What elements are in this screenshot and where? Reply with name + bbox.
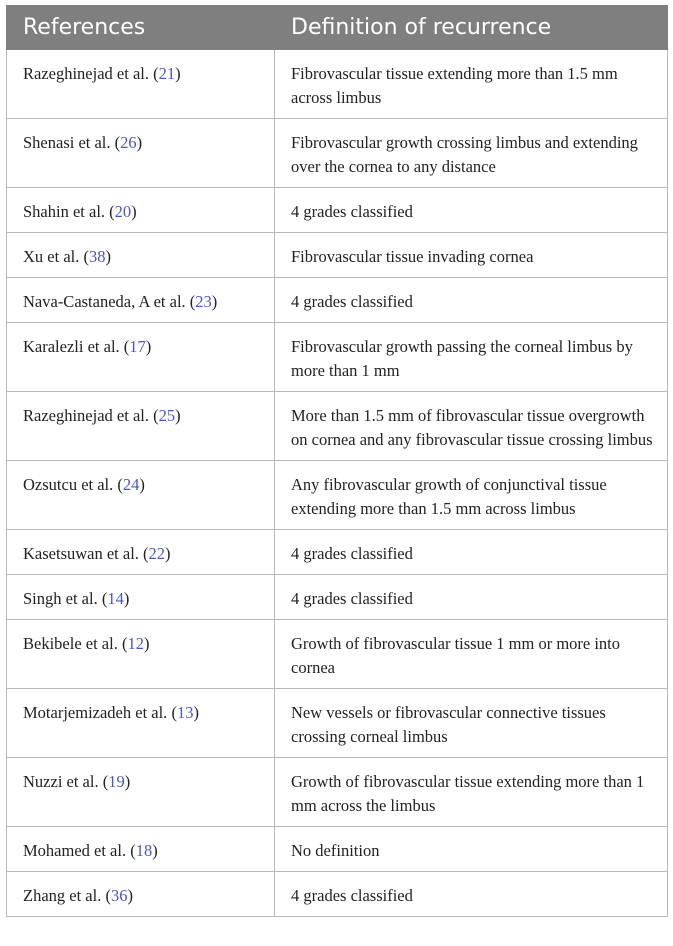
reference-author: Zhang et al. (23, 886, 102, 905)
citation-link[interactable]: 38 (88, 247, 106, 266)
definition-cell: 4 grades classified (275, 872, 668, 917)
table-row (7, 689, 668, 758)
reference-author: Nava-Castaneda, A et al. (23, 292, 186, 311)
citation-link[interactable]: 13 (176, 703, 194, 722)
table-row (7, 530, 668, 575)
definition-cell: Growth of fibrovascular tissue 1 mm or more into cornea (275, 620, 668, 689)
table-row (7, 620, 668, 689)
definition-cell: 4 grades classified (275, 278, 668, 323)
citation-link[interactable]: 25 (158, 406, 176, 425)
citation-link[interactable]: 21 (158, 64, 176, 83)
reference-cell: Nava-Castaneda, A et al. (23) (7, 278, 275, 323)
table-row (7, 392, 668, 461)
reference-author: Shahin et al. (23, 202, 106, 221)
header-row (7, 6, 668, 50)
citation-link[interactable]: 23 (195, 292, 212, 311)
citation-link[interactable]: 17 (129, 337, 146, 356)
reference-cell: Shenasi et al. (26) (7, 119, 275, 188)
citation-link[interactable]: 18 (135, 841, 153, 860)
reference-cell: Zhang et al. (36) (7, 872, 275, 917)
reference-author: Bekibele et al. (23, 634, 118, 653)
reference-cell: Mohamed et al. (18) (7, 827, 275, 872)
reference-author: Kasetsuwan et al. (23, 544, 139, 563)
definition-cell: Fibrovascular tissue invading cornea (275, 233, 668, 278)
definition-cell: New vessels or fibrovascular connective tissues crossing corneal limbus (275, 689, 668, 758)
definition-cell: Any fibrovascular growth of conjunctival tissue extending more than 1.5 mm across limbus (275, 461, 668, 530)
reference-cell: Razeghinejad et al. (21) (7, 50, 275, 119)
definition-cell: Fibrovascular tissue extending more than 1.5 mm across limbus (275, 50, 668, 119)
table-row (7, 827, 668, 872)
table-row (7, 278, 668, 323)
definition-cell: Fibrovascular growth passing the corneal limbus by more than 1 mm (275, 323, 668, 392)
header-references: References (7, 6, 275, 50)
table-row (7, 233, 668, 278)
citation-link[interactable]: 19 (108, 772, 125, 791)
reference-author: Singh et al. (23, 589, 98, 608)
table-header (7, 6, 668, 50)
definition-cell: No definition (275, 827, 668, 872)
reference-author: Xu et al. (23, 247, 80, 266)
header-definition: Definition of recurrence (275, 6, 668, 50)
reference-author: Karalezli et al. (23, 337, 120, 356)
citation-link[interactable]: 26 (120, 133, 137, 152)
definition-cell: 4 grades classified (275, 188, 668, 233)
reference-cell: Karalezli et al. (17) (7, 323, 275, 392)
citation-link[interactable]: 24 (122, 475, 140, 494)
reference-cell: Razeghinejad et al. (25) (7, 392, 275, 461)
reference-author: Mohamed et al. (23, 841, 127, 860)
reference-cell: Nuzzi et al. (19) (7, 758, 275, 827)
table-row (7, 872, 668, 917)
reference-cell: Singh et al. (14) (7, 575, 275, 620)
reference-cell: Kasetsuwan et al. (22) (7, 530, 275, 575)
definition-cell: More than 1.5 mm of fibrovascular tissue overgrowth on cornea and any fibrovascular tissue crossing limbus (275, 392, 668, 461)
reference-cell: Motarjemizadeh et al. (13) (7, 689, 275, 758)
reference-author: Razeghinejad et al. (23, 406, 149, 425)
table-row (7, 575, 668, 620)
table-row (7, 50, 668, 119)
table-row (7, 119, 668, 188)
reference-cell: Xu et al. (38) (7, 233, 275, 278)
citation-link[interactable]: 14 (107, 589, 124, 608)
table-row (7, 758, 668, 827)
reference-cell: Ozsutcu et al. (24) (7, 461, 275, 530)
citation-link[interactable]: 20 (114, 202, 132, 221)
recurrence-definitions-table-container (6, 5, 667, 917)
reference-author: Shenasi et al. (23, 133, 111, 152)
table-row (7, 323, 668, 392)
reference-author: Nuzzi et al. (23, 772, 99, 791)
definition-cell: Fibrovascular growth crossing limbus and extending over the cornea to any distance (275, 119, 668, 188)
reference-author: Motarjemizadeh et al. (23, 703, 168, 722)
reference-cell: Shahin et al. (20) (7, 188, 275, 233)
definition-cell: 4 grades classified (275, 530, 668, 575)
definition-cell: 4 grades classified (275, 575, 668, 620)
recurrence-definitions-table (6, 5, 668, 917)
citation-link[interactable]: 22 (148, 544, 166, 563)
table-body (7, 50, 668, 917)
reference-author: Razeghinejad et al. (23, 64, 149, 83)
reference-author: Ozsutcu et al. (23, 475, 114, 494)
table-row (7, 461, 668, 530)
reference-cell: Bekibele et al. (12) (7, 620, 275, 689)
citation-link[interactable]: 36 (110, 886, 128, 905)
citation-link[interactable]: 12 (127, 634, 144, 653)
definition-cell: Growth of fibrovascular tissue extending more than 1 mm across the limbus (275, 758, 668, 827)
table-row (7, 188, 668, 233)
